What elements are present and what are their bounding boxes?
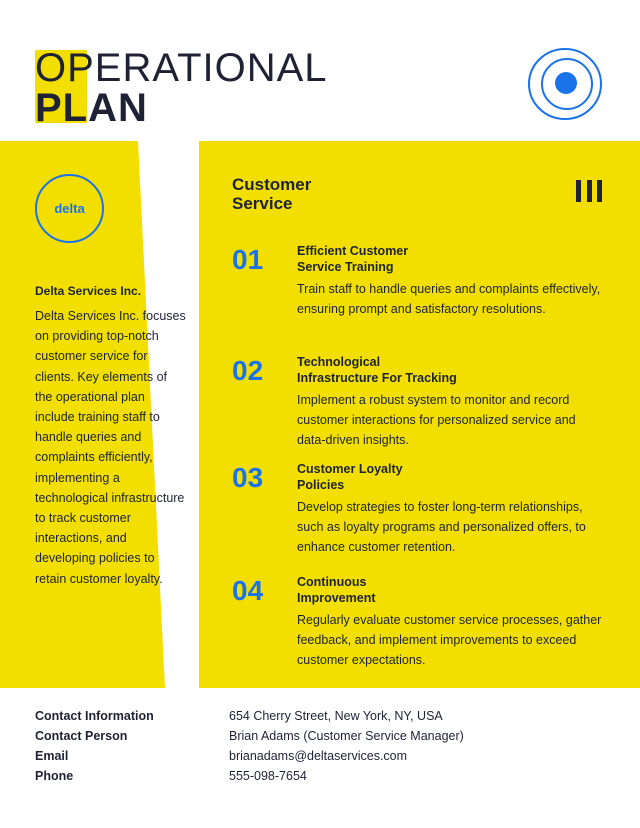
section-title-line-2: Service: [232, 194, 293, 213]
contact-label: Contact Information: [35, 709, 154, 723]
bars-icon: [576, 180, 602, 202]
item-number: 04: [232, 575, 264, 606]
item-number: 01: [232, 244, 264, 275]
logo-text: delta: [54, 201, 85, 216]
item-body: Train staff to handle queries and complaints effectively, ensuring prompt and satisfactory resolutions.: [297, 282, 601, 317]
company-logo: [35, 174, 104, 243]
item-heading: [297, 575, 497, 606]
contact-row: [0, 709, 640, 729]
company-description: Delta Services Inc. focuses on providing top-notch customer service for clients. Key elements of the operational plan include training staff to handle queries and complaints efficiently, implementing a technological infrastructure to track customer interactions, and developing policies to retain customer loyalty.: [35, 309, 186, 586]
item-heading: [297, 462, 497, 493]
item-heading-line-1: Technological: [297, 355, 381, 369]
item-number: 03: [232, 462, 264, 493]
contact-value: 654 Cherry Street, New York, NY, USA: [229, 709, 443, 723]
item-body: Regularly evaluate customer service processes, gather feedback, and implement improvements to exceed customer expectations.: [297, 613, 602, 668]
title-line-2: [35, 88, 328, 128]
item-heading-line-1: Continuous: [297, 575, 367, 589]
company-name: Delta Services Inc.: [35, 284, 142, 298]
title-line-1: [35, 48, 328, 88]
item-heading: [297, 244, 497, 275]
title-line-1-rest: ERATIONAL: [94, 46, 328, 90]
item-number: 02: [232, 355, 264, 386]
contact-row: [0, 749, 640, 769]
email-link[interactable]: brianadams@deltaservices.com: [229, 749, 408, 763]
item-heading-line-1: Efficient Customer: [297, 244, 409, 258]
item-heading-line-1: Customer Loyalty: [297, 462, 403, 476]
section-title-line-1: Customer: [232, 175, 312, 194]
title-line-1-highlight: OP: [35, 46, 95, 90]
section-title: [232, 175, 392, 213]
target-icon: [527, 48, 603, 120]
item-heading-line-2: Policies: [297, 477, 345, 492]
item-heading-line-2: Improvement: [297, 590, 376, 605]
item-body: Implement a robust system to monitor and record customer interactions for personalized service and data-driven insights.: [297, 393, 576, 448]
title-line-2-highlight: PL: [35, 86, 89, 130]
title-line-2-rest: AN: [88, 86, 148, 130]
item-heading-line-2: Service Training: [297, 259, 394, 274]
contact-row: [0, 769, 640, 789]
contact-value: Brian Adams (Customer Service Manager): [229, 729, 464, 743]
item-heading-line-2: Infrastructure For Tracking: [297, 370, 457, 385]
contact-label: Email: [35, 749, 69, 763]
contact-value: 555-098-7654: [229, 769, 307, 783]
item-body: Develop strategies to foster long-term relationships, such as loyalty programs and personalized offers, to enhance customer retention.: [297, 500, 586, 555]
page-title: [35, 48, 328, 128]
contact-label: Contact Person: [35, 729, 128, 743]
item-heading: [297, 355, 497, 386]
contact-row: [0, 729, 640, 749]
contact-label: Phone: [35, 769, 74, 783]
